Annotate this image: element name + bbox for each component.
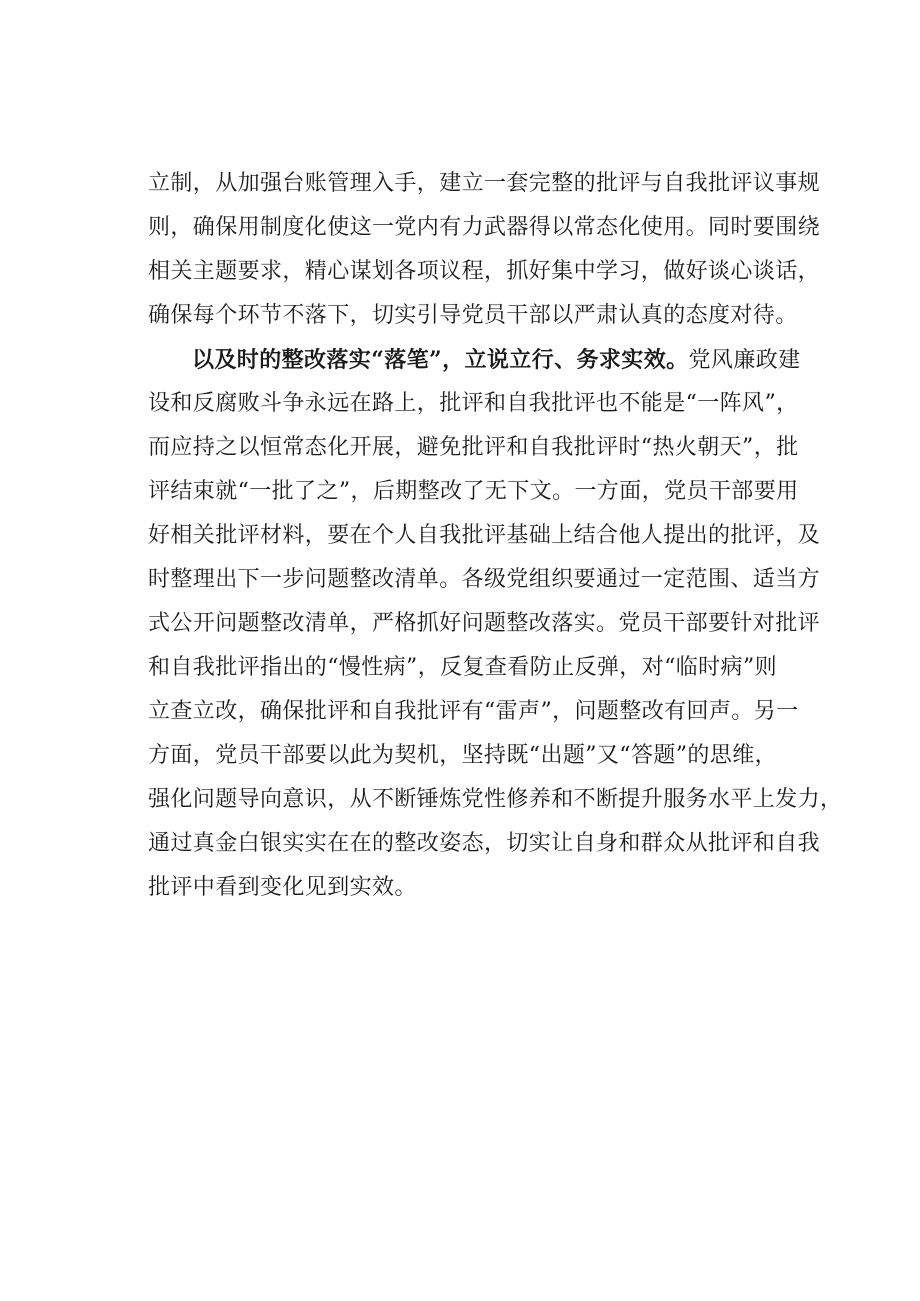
text-line: 而应持之以恒常态化开展，避免批评和自我批评时“热火朝天”，批 <box>148 435 799 460</box>
paragraph-1 <box>148 162 821 338</box>
text-line: 通过真金白银实实在在的整改姿态，切实让自身和群众从批评和自我 <box>148 831 821 856</box>
text-line: 相关主题要求，精心谋划各项议程，抓好集中学习，做好谈心谈话， <box>148 259 821 284</box>
text-line: 时整理出下一步问题整改清单。各级党组织要通过一定范围、适当方 <box>148 567 821 592</box>
paragraph-2-first-line <box>148 338 814 382</box>
text-line: 设和反腐败斗争永远在路上，批评和自我批评也不能是“一阵风”， <box>148 391 799 416</box>
section-heading: 以及时的整改落实“落笔”，立说立行、务求实效。 <box>192 347 689 373</box>
heading-line-continuation: 党风廉政建 <box>688 348 801 373</box>
text-line: 确保每个环节不落下，切实引导党员干部以严肃认真的态度对待。 <box>148 303 798 328</box>
text-line: 则，确保用制度化使这一党内有力武器得以常态化使用。同时要围绕 <box>148 215 821 240</box>
text-line: 立查立改，确保批评和自我批评有“雷声”，问题整改有回声。另一 <box>148 699 799 724</box>
text-line: 方面，党员干部要以此为契机，坚持既“出题”又“答题”的思维， <box>148 743 777 768</box>
text-line: 式公开问题整改清单，严格抓好问题整改落实。党员干部要针对批评 <box>148 611 821 636</box>
text-line: 评结束就“一批了之”，后期整改了无下文。一方面，党员干部要用 <box>148 479 799 504</box>
text-line: 立制，从加强台账管理入手，建立一套完整的批评与自我批评议事规 <box>148 171 821 196</box>
text-line: 批评中看到变化见到实效。 <box>148 875 417 900</box>
text-line: 好相关批评材料，要在个人自我批评基础上结合他人提出的批评，及 <box>148 523 821 548</box>
text-line: 强化问题导向意识，从不断锤炼党性修养和不断提升服务水平上发力， <box>148 787 843 812</box>
text-line: 和自我批评指出的“慢性病”，反复查看防止反弹，对“临时病”则 <box>148 655 777 680</box>
paragraph-2 <box>148 338 843 910</box>
document-body <box>148 162 843 910</box>
